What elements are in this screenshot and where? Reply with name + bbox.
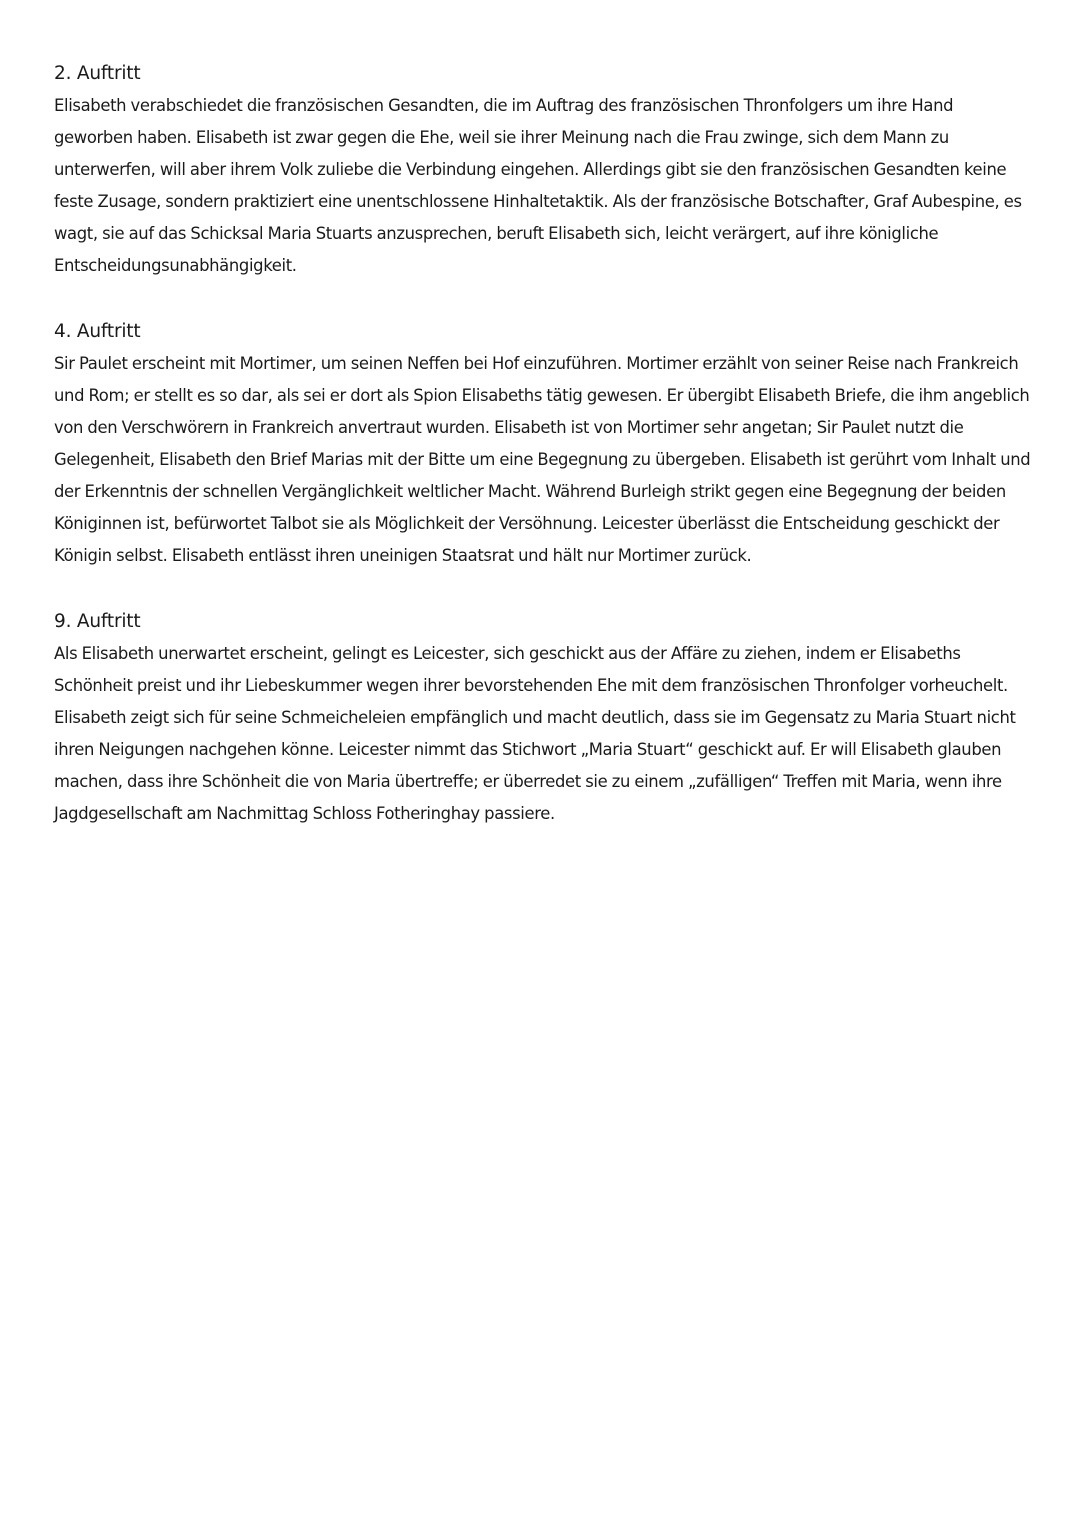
section-text: Als Elisabeth unerwartet erscheint, gelingt es Leicester, sich geschickt aus der Affäre zu ziehen, indem er Elisabeths Schönheit preist und ihr Liebeskummer wegen ihrer bevorstehenden Ehe mit dem französischen Thronfolger vorheuchelt. Elisabeth zeigt sich für seine Schmeicheleien empfänglich und macht deutlich, dass sie im Gegensatz zu Maria Stuart nicht ihren Neigungen nachgehen könne. Leicester nimmt das Stichwort „Maria Stuart“ geschickt auf. Er will Elisabeth glauben machen, dass ihre Schönheit die von Maria übertreffe; er überredet sie zu einem „zufälligen“ Treffen mit Maria, wenn ihre Jagdgesellschaft am Nachmittag Schloss Fotheringhay passiere. [54,644,1016,823]
section-auftritt-9 [54,606,1034,830]
section-auftritt-4 [54,316,1034,572]
section-text: Sir Paulet erscheint mit Mortimer, um seinen Neffen bei Hof einzuführen. Mortimer erzählt von seiner Reise nach Frankreich und Rom; er stellt es so dar, als sei er dort als Spion Elisabeths tätig gewesen. Er übergibt Elisabeth Briefe, die ihm angeblich von den Verschwörern in Frankreich anvertraut wurden. Elisabeth ist von Mortimer sehr angetan; Sir Paulet nutzt die Gelegenheit, Elisabeth den Brief Marias mit der Bitte um eine Begegnung zu übergeben. Elisabeth ist gerührt vom Inhalt und der Erkenntnis der schnellen Vergänglichkeit weltlicher Macht. Während Burleigh strikt gegen eine Begegnung der beiden Königinnen ist, befürwortet Talbot sie als Möglichkeit der Versöhnung. Leicester überlässt die Entscheidung geschickt der Königin selbst. Elisabeth entlässt ihren uneinigen Staatsrat und hält nur Mortimer zurück. [54,354,1031,565]
section-title: 9. Auftritt [54,611,141,632]
section-title: 4. Auftritt [54,321,141,342]
section-title: 2. Auftritt [54,63,141,84]
document-page [54,58,1034,864]
section-auftritt-2 [54,58,1034,282]
section-text: Elisabeth verabschiedet die französischen Gesandten, die im Auftrag des französischen Thronfolgers um ihre Hand geworben haben. Elisabeth ist zwar gegen die Ehe, weil sie ihrer Meinung nach die Frau zwinge, sich dem Mann zu unterwerfen, will aber ihrem Volk zuliebe die Verbindung eingehen. Allerdings gibt sie den französischen Gesandten keine feste Zusage, sondern praktiziert eine unentschlossene Hinhaltetaktik. Als der französische Botschafter, Graf Aubespine, es wagt, sie auf das Schicksal Maria Stuarts anzusprechen, beruft Elisabeth sich, leicht verärgert, auf ihre königliche Entscheidungsunabhängigkeit. [54,96,1022,275]
